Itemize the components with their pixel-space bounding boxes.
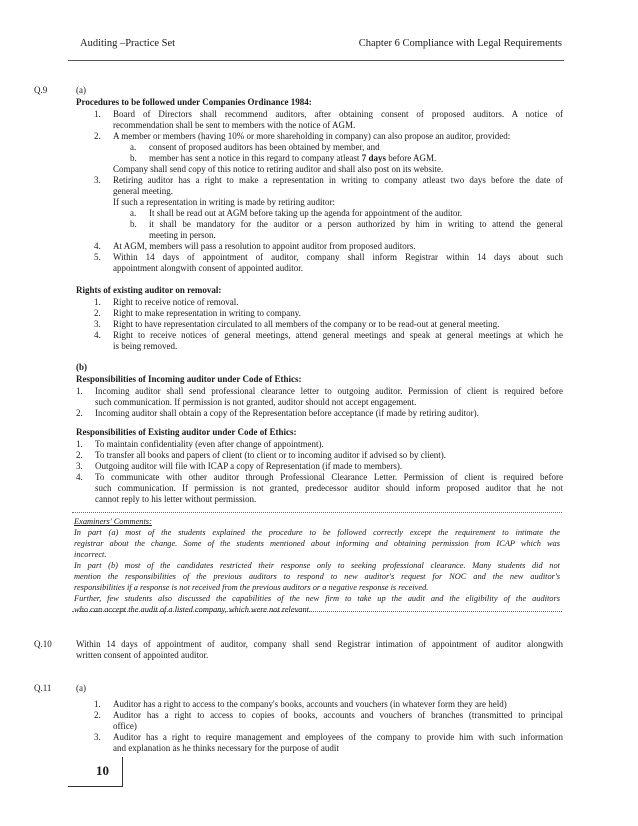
list-number: 4. — [94, 241, 101, 251]
list-item-text: To transfer all books and papers of client (to client or to incoming auditor if advised so by client). — [95, 450, 447, 460]
section-heading: Responsibilities of Existing auditor under Code of Ethics: — [76, 427, 297, 437]
part-label: (a) — [76, 85, 86, 95]
footer-rule — [122, 757, 123, 787]
examiners-comment-line: In part (a) most of the students explained the procedure to be followed correctly except the requirement to intimate the — [74, 528, 560, 537]
list-number: 2. — [76, 450, 83, 460]
list-note: Company shall send copy of this notice to retiring auditor and shall also post on its website. — [113, 164, 444, 174]
list-number: 3. — [94, 732, 101, 742]
examiners-comment-line: who can accept the audit of a listed company, which were not relevant. — [74, 605, 312, 614]
sub-list-letter: a. — [130, 208, 137, 218]
list-item-text: Auditor has a right to access to the company's books, accounts and vouchers (in whatever form they are held) — [113, 699, 507, 709]
list-item-text: such communication. If permission is not granted, auditor should not accept engagement. — [95, 397, 417, 407]
sub-list-text: it shall be mandatory for the auditor or a person authorized by him in writing to attend the general — [149, 219, 563, 229]
list-item-text: recommendation shall be sent to members with the notice of AGM. — [113, 120, 356, 130]
list-item-text: At AGM, members will pass a resolution to appoint auditor from proposed auditors. — [113, 241, 416, 251]
examiners-comment-line: In part (b) most of the candidates restricted their response only to seeking professional clearance. Many students did not — [74, 561, 560, 570]
examiners-comments-title: Examiners' Comments: — [74, 517, 152, 526]
part-label: (a) — [76, 683, 86, 693]
examiners-comments-box — [72, 512, 562, 612]
list-item-text: such communication. If permission is not granted, predecessor auditor should inform proposed auditor that he not — [95, 483, 563, 493]
list-item-text: appointment alongwith consent of appointed auditor. — [113, 263, 303, 273]
list-number: 3. — [76, 461, 83, 471]
list-item-text: Retiring auditor has a right to make a representation in writing to company atleast two days before the date of — [113, 175, 563, 185]
header-right: Chapter 6 Compliance with Legal Requirements — [358, 38, 562, 49]
list-number: 2. — [94, 710, 101, 720]
footer-rule — [68, 786, 122, 787]
section-heading: Procedures to be followed under Companies Ordinance 1984: — [76, 97, 312, 107]
list-item-text: A member or members (having 10% or more shareholding in company) can also propose an auditor, provided: — [113, 131, 511, 141]
part-label: (b) — [76, 362, 87, 372]
list-item-text: To communicate with other auditor through Professional Clearance Letter. Permission of client is required before — [95, 472, 563, 482]
examiners-comment-line: Further, few students also discussed the capabilities of the new firm to take up the audit and the eligibility of the auditors — [74, 594, 560, 603]
sub-list-letter: a. — [130, 142, 137, 152]
list-number: 1. — [94, 109, 101, 119]
list-item-text: Right to receive notice of removal. — [113, 297, 239, 307]
list-item-text: To maintain confidentiality (even after change of appointment). — [95, 439, 324, 449]
examiners-comment-line: mention the responsibilities of the previous auditors to respond to new auditor's request for NOC and the new auditor's — [74, 572, 560, 581]
sub-list-text: meeting in person. — [149, 230, 216, 240]
question-number: Q.11 — [34, 683, 52, 693]
list-item-text: office) — [113, 721, 137, 731]
list-number: 4. — [94, 330, 101, 340]
list-number: 3. — [94, 175, 101, 185]
list-item-text: and explanation as he thinks necessary for the purpose of audit — [113, 743, 339, 753]
list-item-text: Within 14 days of appointment of auditor, company shall inform Registrar within 14 days about such — [113, 252, 563, 262]
examiners-comment-line: responsibilities if a response is not received from the previous auditors or a negative response is received. — [74, 583, 429, 592]
header-left: Auditing –Practice Set — [80, 38, 176, 49]
list-number: 3. — [94, 319, 101, 329]
sub-list-text: consent of proposed auditors has been obtained by member, and — [149, 142, 380, 152]
list-note: If such a representation in writing is made by retiring auditor: — [113, 197, 335, 207]
list-item-text: Right to receive notices of general meetings, attend general meetings and speak at general meetings at which he — [113, 330, 563, 340]
list-item-text: Auditor has a right to require management and employees of the company to provide him with such information — [113, 732, 563, 742]
list-item-text: Right to make representation in writing to company. — [113, 308, 301, 318]
list-item-text: Incoming auditor shall obtain a copy of the Representation before acceptance (if made by retiring auditor). — [95, 408, 479, 418]
header-divider — [68, 60, 564, 61]
examiners-comment-line: incorrect. — [74, 550, 107, 559]
list-item-text: is being removed. — [113, 341, 178, 351]
list-number: 1. — [76, 439, 83, 449]
sub-list-text: It shall be read out at AGM before taking up the agenda for appointment of the auditor. — [149, 208, 463, 218]
list-number: 1. — [94, 297, 101, 307]
examiners-comment-line: registrar about the change. Some of the students mentioned about informing and obtaining permission from ICAP which was — [74, 539, 560, 548]
page-number: 10 — [96, 763, 109, 778]
list-number: 5. — [94, 252, 101, 262]
list-item-text: Outgoing auditor will file with ICAP a copy of Representation (if made to members). — [95, 461, 403, 471]
list-item-text: cannot reply to his letter without permission. — [95, 494, 257, 504]
answer-text: written consent of appointed auditor. — [76, 650, 209, 660]
sub-list-text: member has sent a notice in this regard to company atleast 7 days before AGM. — [149, 153, 437, 163]
list-number: 2. — [94, 131, 101, 141]
list-item-text: Incoming auditor shall send professional clearance letter to outgoing auditor. Permission of client is required before — [95, 386, 563, 396]
sub-list-letter: b. — [130, 153, 137, 163]
list-number: 2. — [76, 408, 83, 418]
list-number: 2. — [94, 308, 101, 318]
list-number: 4. — [76, 472, 83, 482]
question-number: Q.9 — [34, 85, 48, 95]
sub-list-letter: b. — [130, 219, 137, 229]
list-number: 1. — [76, 386, 83, 396]
section-heading: Rights of existing auditor on removal: — [76, 285, 222, 295]
section-heading: Responsibilities of Incoming auditor under Code of Ethics: — [76, 374, 302, 384]
list-item-text: general meeting. — [113, 186, 173, 196]
question-number: Q.10 — [34, 639, 52, 649]
list-number: 1. — [94, 699, 101, 709]
list-item-text: Auditor has a right to access to copies of books, accounts and vouchers of branches (transmitted to principal — [113, 710, 563, 720]
answer-text: Within 14 days of appointment of auditor, company shall send Registrar intimation of appointment of auditor alongwith — [76, 639, 563, 649]
list-item-text: Right to have representation circulated to all members of the company or to be read-out at general meeting. — [113, 319, 500, 329]
list-item-text: Board of Directors shall recommend auditors, after obtaining consent of proposed auditors. A notice of — [113, 109, 563, 119]
